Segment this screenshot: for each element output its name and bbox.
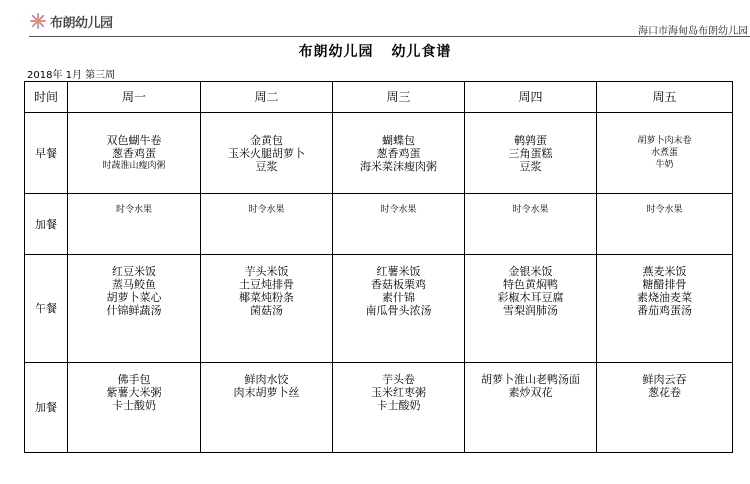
menu-cell: [201, 255, 333, 363]
school-logo: [29, 8, 113, 34]
menu-item: 素烧油麦菜: [637, 291, 692, 304]
menu-item: 葱花卷: [648, 386, 681, 399]
menu-item: 特色黄焖鸭: [503, 278, 558, 291]
logo-text: 布朗幼儿园: [50, 15, 113, 31]
menu-item: 土豆炖排骨: [239, 278, 294, 291]
menu-item: 紫薯大米粥: [106, 386, 162, 399]
menu-item: 豆浆: [255, 159, 278, 173]
menu-item: 鲜肉云吞: [642, 373, 687, 386]
corner-header: 时间: [25, 82, 68, 113]
menu-item: 金银米饭: [508, 265, 553, 278]
menu-item: 素什锦: [382, 291, 415, 304]
menu-item: 蒸马鲛鱼: [112, 278, 156, 291]
menu-item: 胡萝卜肉末卷: [637, 136, 692, 146]
menu-item: 鲜肉水饺: [244, 373, 289, 386]
table-row-lunch: [25, 255, 733, 363]
menu-item: 牛奶: [655, 160, 674, 170]
menu-item: 葱香鸡蛋: [112, 146, 156, 160]
menu-item: 卡士酸奶: [112, 399, 156, 412]
menu-cell: [597, 255, 733, 363]
menu-cell: [597, 363, 733, 453]
menu-cell: [68, 113, 201, 194]
menu-item: 金黄包: [250, 133, 283, 147]
menu-cell: [333, 255, 465, 363]
menu-cell: [333, 113, 465, 194]
menu-item: 蝴蝶包: [382, 133, 415, 147]
menu-item: 海米菜沫瘦肉粥: [360, 159, 437, 173]
menu-item: 鹌鹑蛋: [514, 133, 547, 147]
week-label: 2018年 1月 第三周: [27, 70, 116, 81]
menu-item: 玉米火腿胡萝卜: [228, 146, 305, 160]
day-header: 周四: [465, 82, 597, 113]
title-menu: 幼儿食谱: [391, 44, 452, 60]
menu-item: 菌菇汤: [250, 304, 283, 317]
menu-item: 肉末胡萝卜丝: [233, 386, 300, 399]
menu-item: 香菇板栗鸡: [371, 278, 426, 291]
menu-cell: [333, 194, 465, 255]
page-title: [0, 41, 750, 61]
school-location: 海口市海甸岛布朗幼儿园: [638, 26, 748, 37]
day-header: 周五: [597, 82, 733, 113]
menu-item: 时令水果: [646, 205, 683, 215]
row-label: 午餐: [25, 255, 68, 363]
row-label: 加餐: [25, 363, 68, 453]
menu-item: 时令水果: [512, 205, 549, 215]
row-label: 加餐: [25, 194, 68, 255]
day-header: 周三: [333, 82, 465, 113]
menu-item: 时蔬淮山瘦肉粥: [102, 160, 166, 171]
table-row-snack-morning: [25, 194, 733, 255]
menu-cell: [465, 113, 597, 194]
flower-logo-icon: [29, 12, 47, 30]
header-divider: [29, 36, 750, 37]
row-label: 早餐: [25, 113, 68, 194]
menu-item: 芋头卷: [382, 373, 415, 386]
menu-cell: [201, 194, 333, 255]
menu-item: 彩椒木耳豆腐: [497, 291, 564, 304]
menu-item: 时令水果: [248, 205, 285, 215]
menu-item: 胡萝卜淮山老鸭汤面: [481, 373, 580, 386]
menu-item: 双色蝴牛卷: [106, 133, 162, 147]
menu-cell: [68, 194, 201, 255]
menu-table: [24, 81, 733, 453]
table-row-breakfast: [25, 113, 733, 194]
menu-item: 豆浆: [519, 159, 542, 173]
title-school: 布朗幼儿园: [298, 44, 374, 60]
menu-item: 燕麦米饭: [642, 265, 687, 278]
menu-item: 椰菜炖粉条: [239, 291, 294, 304]
day-header: 周二: [201, 82, 333, 113]
menu-item: 南瓜骨头浓汤: [365, 304, 432, 317]
menu-item: 时令水果: [115, 205, 152, 215]
menu-cell: [465, 255, 597, 363]
menu-item: 葱香鸡蛋: [376, 146, 421, 160]
menu-item: 红薯米饭: [376, 265, 421, 278]
menu-item: 糖醋排骨: [642, 278, 687, 291]
menu-cell: [68, 363, 201, 453]
table-row-snack-afternoon: [25, 363, 733, 453]
menu-cell: [201, 363, 333, 453]
table-header-row: [25, 82, 733, 113]
menu-item: 三角蛋糕: [508, 146, 553, 160]
menu-item: 水煮蛋: [650, 148, 678, 158]
menu-item: 雪梨润肺汤: [503, 304, 558, 317]
menu-cell: [333, 363, 465, 453]
menu-cell: [201, 113, 333, 194]
menu-cell: [597, 194, 733, 255]
menu-item: 玉米红枣粥: [371, 386, 426, 399]
menu-item: 红豆米饭: [112, 265, 156, 278]
menu-cell: [465, 194, 597, 255]
menu-cell: [597, 113, 733, 194]
menu-item: 佛手包: [117, 373, 151, 386]
menu-cell: [465, 363, 597, 453]
menu-item: 什锦鲜蔬汤: [106, 304, 162, 317]
menu-cell: [68, 255, 201, 363]
day-header: 周一: [68, 82, 201, 113]
menu-item: 卡士酸奶: [376, 399, 421, 412]
menu-item: 番茄鸡蛋汤: [637, 304, 692, 317]
menu-item: 芋头米饭: [244, 265, 289, 278]
menu-item: 胡萝卜菜心: [106, 291, 162, 304]
menu-item: 时令水果: [380, 205, 417, 215]
menu-item: 素炒双花: [508, 386, 553, 399]
